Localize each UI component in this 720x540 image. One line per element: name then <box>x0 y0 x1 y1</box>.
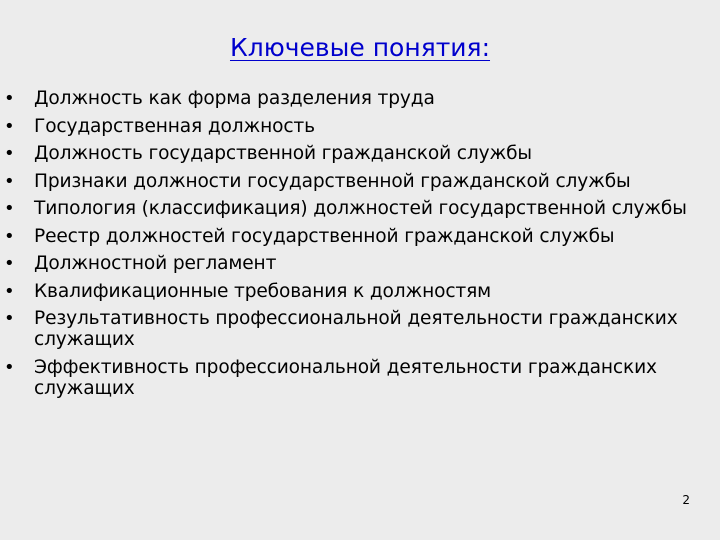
bullet-icon: • <box>4 88 15 109</box>
list-item-text: Результативность профессиональной деятельности гражданских служащих <box>34 308 678 350</box>
bullet-icon: • <box>4 253 15 274</box>
list-item-text: Признаки должности государственной гражданской службы <box>34 170 631 192</box>
list-item <box>4 308 694 350</box>
bullet-icon: • <box>4 225 15 247</box>
bullet-icon: • <box>4 170 15 192</box>
bullet-icon: • <box>4 198 15 219</box>
list-item <box>4 88 694 109</box>
list-item-text: Реестр должностей государственной гражданской службы <box>34 225 615 247</box>
list-item-text: Должность как форма разделения труда <box>34 88 435 109</box>
slide-title-text: Ключевые понятия: <box>229 33 491 62</box>
list-item <box>4 253 694 274</box>
page-number: 2 <box>682 493 690 507</box>
bullet-icon: • <box>4 308 15 329</box>
list-item-text: Должность государственной гражданской службы <box>34 143 532 164</box>
bullet-icon: • <box>4 115 15 137</box>
list-item <box>4 281 694 302</box>
list-item-text: Типология (классификация) должностей государственной службы <box>34 198 687 219</box>
list-item <box>4 357 694 399</box>
bullet-icon: • <box>4 280 15 302</box>
list-item-text: Эффективность профессиональной деятельности гражданских служащих <box>34 356 657 399</box>
list-item <box>4 198 694 219</box>
list-item <box>4 171 694 192</box>
list-item-text: Квалификационные требования к должностям <box>34 280 492 302</box>
key-concepts-list <box>4 88 694 405</box>
bullet-icon: • <box>4 143 15 164</box>
slide-title <box>0 30 720 66</box>
list-item <box>4 143 694 164</box>
list-item-text: Государственная должность <box>34 115 315 137</box>
list-item-text: Должностной регламент <box>34 253 277 274</box>
list-item <box>4 116 694 137</box>
bullet-icon: • <box>4 356 15 378</box>
list-item <box>4 226 694 247</box>
